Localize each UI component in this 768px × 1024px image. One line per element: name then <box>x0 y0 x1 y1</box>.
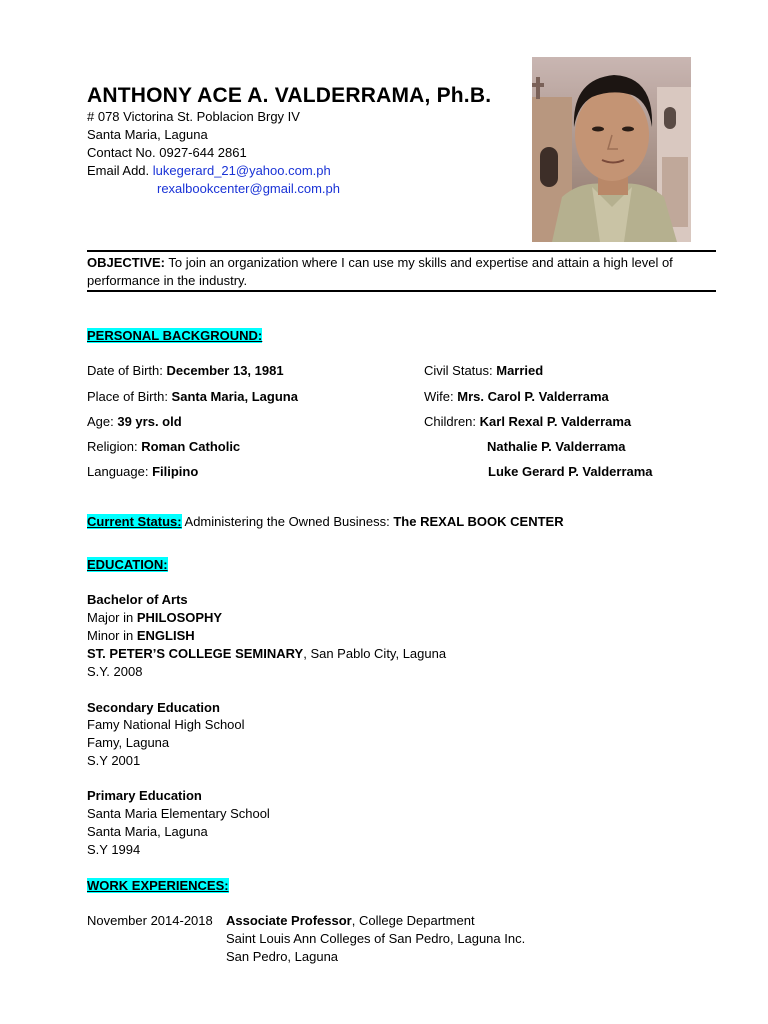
primary-location: Santa Maria, Laguna <box>87 824 208 839</box>
email-row <box>87 162 331 180</box>
primary-year: S.Y 1994 <box>87 842 141 857</box>
objective-bottom-rule <box>87 290 716 292</box>
wife-row <box>424 388 609 406</box>
religion-value: Roman Catholic <box>141 439 241 454</box>
education-heading: EDUCATION: <box>87 557 168 572</box>
major-row <box>87 609 222 627</box>
age-label: Age: <box>87 414 118 429</box>
work-employer: Saint Louis Ann Colleges of San Pedro, Laguna Inc. <box>226 931 526 946</box>
secondary-heading-text: Secondary Education <box>87 700 220 715</box>
business-name: The REXAL BOOK CENTER <box>393 514 564 529</box>
work-heading-wrap <box>87 877 229 895</box>
secondary-school: Famy National High School <box>87 717 245 732</box>
objective-section <box>87 254 717 290</box>
age-value: 39 yrs. old <box>117 414 182 429</box>
primary-school: Santa Maria Elementary School <box>87 806 270 821</box>
objective-label: OBJECTIVE: <box>87 255 166 270</box>
email-label: Email Add. <box>87 163 153 178</box>
major-label: Major in <box>87 610 137 625</box>
child-2-value <box>487 438 626 456</box>
current-status-row <box>87 513 564 531</box>
minor-value: ENGLISH <box>136 628 195 643</box>
pob-label: Place of Birth: <box>87 389 172 404</box>
wife-label: Wife: <box>424 389 458 404</box>
religion-label: Religion: <box>87 439 142 454</box>
secondary-location: Famy, Laguna <box>87 735 170 750</box>
college-name: ST. PETER’S COLLEGE SEMINARY <box>87 646 304 661</box>
degree <box>87 591 188 609</box>
children-label: Children: <box>424 414 480 429</box>
child-3-value <box>488 463 653 481</box>
child-3-name: Luke Gerard P. Valderrama <box>488 464 653 479</box>
language-value: Filipino <box>152 464 199 479</box>
religion-row <box>87 438 240 456</box>
work-position: Associate Professor <box>226 913 352 928</box>
email-link-yahoo[interactable]: lukegerard_21@yahoo.com.ph <box>152 163 331 178</box>
objective-text: To join an organization where I can use my skills and expertise and attain a high level of performance in the industry. <box>87 255 673 288</box>
work-employer-location: San Pedro, Laguna <box>226 949 339 964</box>
secondary-year: S.Y 2001 <box>87 753 141 768</box>
objective-top-rule <box>87 250 716 252</box>
personal-background-heading: PERSONAL BACKGROUND: <box>87 328 263 343</box>
secondary-heading <box>87 699 220 717</box>
primary-heading-text: Primary Education <box>87 788 202 803</box>
contact-number: Contact No. 0927-644 2861 <box>87 145 247 160</box>
work-department: , College Department <box>351 913 475 928</box>
major-value: PHILOSOPHY <box>136 610 223 625</box>
resume-name: ANTHONY ACE A. VALDERRAMA, Ph.B. <box>87 84 492 107</box>
address-line-1: # 078 Victorina St. Poblacion Brgy IV <box>87 109 300 124</box>
language-label: Language: <box>87 464 153 479</box>
children-row <box>424 413 631 431</box>
civil-status-value: Married <box>496 363 544 378</box>
college-year: S.Y. 2008 <box>87 664 143 679</box>
child-1-value: Karl Rexal P. Valderrama <box>479 414 632 429</box>
current-status-text: Administering the Owned Business: <box>181 514 394 529</box>
address-line-2: Santa Maria, Laguna <box>87 127 208 142</box>
degree-text: Bachelor of Arts <box>87 592 188 607</box>
education-heading-wrap <box>87 556 168 574</box>
language-row <box>87 463 198 481</box>
pob-value: Santa Maria, Laguna <box>171 389 298 404</box>
dob-label: Date of Birth: <box>87 363 167 378</box>
civil-status-row <box>424 362 543 380</box>
age-row <box>87 413 182 431</box>
child-2-name: Nathalie P. Valderrama <box>487 439 626 454</box>
email-link-gmail[interactable]: rexalbookcenter@gmail.com.ph <box>157 181 341 196</box>
pob-row <box>87 388 298 406</box>
wife-value: Mrs. Carol P. Valderrama <box>457 389 609 404</box>
profile-photo <box>532 57 691 242</box>
work-period: November 2014-2018 <box>87 913 213 928</box>
dob-value: December 13, 1981 <box>166 363 284 378</box>
work-experiences-heading: WORK EXPERIENCES: <box>87 878 229 893</box>
college-location: , San Pablo City, Laguna <box>303 646 447 661</box>
college-row <box>87 645 446 663</box>
primary-heading <box>87 787 202 805</box>
minor-label: Minor in <box>87 628 137 643</box>
personal-heading-wrap <box>87 327 262 345</box>
dob-row <box>87 362 284 380</box>
work-position-row <box>226 912 475 930</box>
civil-status-label: Civil Status: <box>424 363 497 378</box>
minor-row <box>87 627 195 645</box>
current-status-label: Current Status: <box>87 514 182 529</box>
